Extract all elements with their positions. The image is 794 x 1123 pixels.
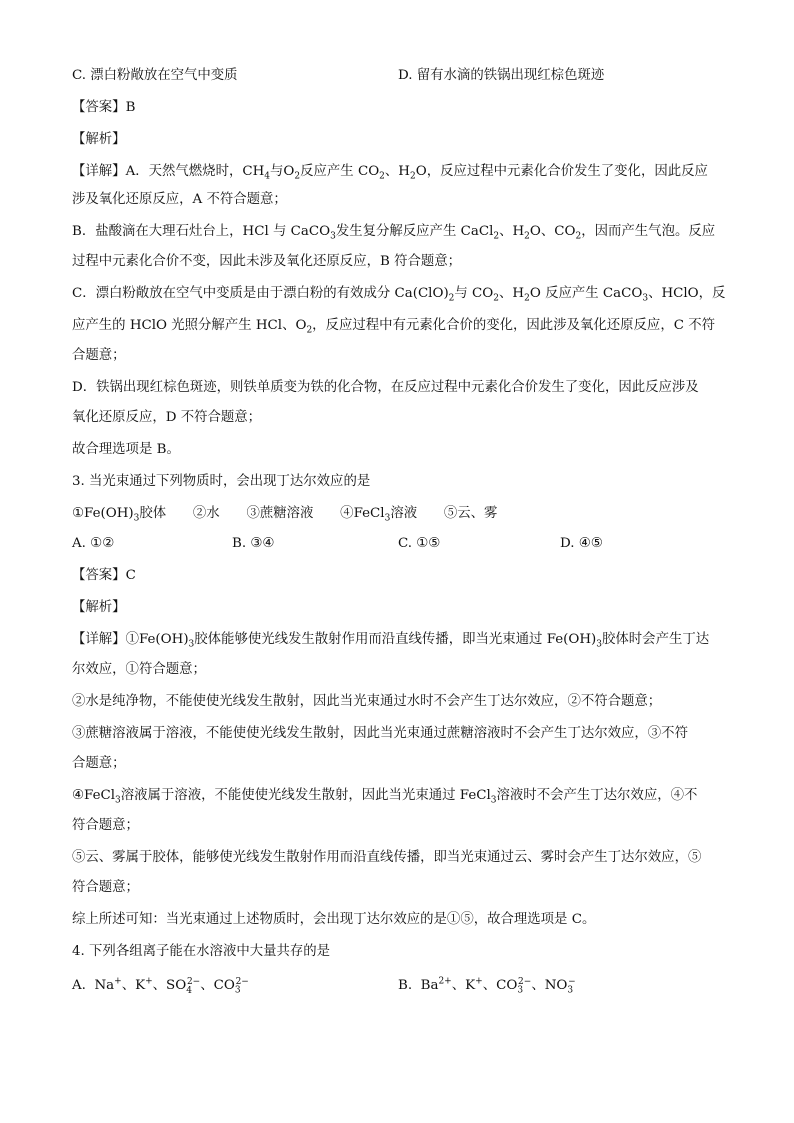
q2-detail-c-line2: 应产生的 HClO 光照分解产生 HCl、$O_2$，反应过程中有元素化合价的变化，因此涉及氧化还原反应，C 不符 xyxy=(72,318,715,336)
answer-value: B xyxy=(125,100,136,115)
q3-option-a: A. ①② xyxy=(72,536,115,551)
q2-option-c: C. 漂白粉敞放在空气中变质 xyxy=(72,68,238,83)
q3-detail-line5: 合题意； xyxy=(72,756,126,771)
q2-analysis-label: 【解析】 xyxy=(72,132,126,147)
q3-detail-line8: ⑤云、雾属于胶体，能够使光线发生散射作用而沿直线传播，即当光束通过云、雾时会产生丁达尔效应，⑤ xyxy=(72,850,702,865)
q3-detail-line6: ④FeCl$_3$溶液属于溶液，不能使使光线发生散射，因此当光束通过 FeCl$_3$溶液时不会产生丁达尔效应，④不 xyxy=(72,788,698,806)
q2-answer xyxy=(72,98,135,118)
q3-detail-line9: 符合题意； xyxy=(72,880,139,895)
answer-label: 【答案】 xyxy=(72,100,126,115)
q2-detail-b-line2: 过程中元素化合价不变，因此未涉及氧化还原反应，B 符合题意； xyxy=(72,254,462,269)
q2-detail-c-line1: C．漂白粉敞放在空气中变质是由于漂白粉的有效成分 $Ca(ClO)_2$与 $CO_2$、$H_2O$ 反应产生 CaCO$_3$、HClO，反 xyxy=(72,286,726,304)
q3-stem: 3. 当光束通过下列物质时，会出现丁达尔效应的是 xyxy=(72,474,371,489)
q4-option-a: A. Na+、K+、$SO_4^{2-}$、$CO_3^{2-}$ xyxy=(72,976,249,996)
q3-summary: 综上所述可知：当光束通过上述物质时，会出现丁达尔效应的是①⑤，故合理选项是 C。 xyxy=(72,912,596,927)
q3-items: $①Fe(OH)_3$胶体 ②水 ③蔗糖溶液 ④FeCl$_3$溶液 ⑤云、雾 xyxy=(72,506,498,524)
q3-option-d: D. ④⑤ xyxy=(560,536,603,551)
q2-conclusion: 故合理选项是 B。 xyxy=(72,442,180,457)
q3-analysis-label: 【解析】 xyxy=(72,600,126,615)
q2-detail-b-line1: B．盐酸滴在大理石灶台上，HCl 与 CaCO$_3$发生复分解反应产生 CaCl$_2$、$H_2O$、$CO_2$，因而产生气泡。反应 xyxy=(72,224,716,242)
q2-detail-a-line1: 【详解】A．天然气燃烧时，$CH_4$与$O_2$反应产生 $CO_2$、$H_2O$，反应过程中元素化合价发生了变化，因此反应 xyxy=(72,164,708,182)
q4-stem: 4. 下列各组离子能在水溶液中大量共存的是 xyxy=(72,944,331,959)
q3-detail-line7: 符合题意； xyxy=(72,818,139,833)
q3-detail-line1: 【详解】$①Fe(OH)_3$胶体能够使光线发生散射作用而沿直线传播，即当光束通过 $Fe(OH)_3$胶体时会产生丁达 xyxy=(72,632,710,650)
q3-detail-line4: ③蔗糖溶液属于溶液，不能使使光线发生散射，因此当光束通过蔗糖溶液时不会产生丁达尔效应，③不符 xyxy=(72,726,688,741)
q3-detail-line2: 尔效应，①符合题意； xyxy=(72,662,206,677)
q2-detail-a-line2: 涉及氧化还原反应，A 不符合题意； xyxy=(72,192,287,207)
q3-option-b: B. ③④ xyxy=(232,536,275,551)
q2-detail-c-line3: 合题意； xyxy=(72,348,126,363)
q2-detail-d-line1: D．铁锅出现红棕色斑迹，则铁单质变为铁的化合物，在反应过程中元素化合价发生了变化，因此反应涉及 xyxy=(72,380,699,395)
q2-detail-d-line2: 氧化还原反应，D 不符合题意； xyxy=(72,410,262,425)
q3-detail-line3: ②水是纯净物，不能使使光线发生散射，因此当光束通过水时不会产生丁达尔效应，②不符合题意； xyxy=(72,694,662,709)
q3-option-c: C. ①⑤ xyxy=(398,536,441,551)
q4-option-b: B. $Ba^{2+}$、K+、$CO_3^{2-}$、$NO_3^-$ xyxy=(398,976,576,996)
detail-label: 【详解】 xyxy=(72,164,126,179)
q3-answer: 【答案】C xyxy=(72,568,136,583)
q2-option-d: D. 留有水滴的铁锅出现红棕色斑迹 xyxy=(398,68,605,83)
